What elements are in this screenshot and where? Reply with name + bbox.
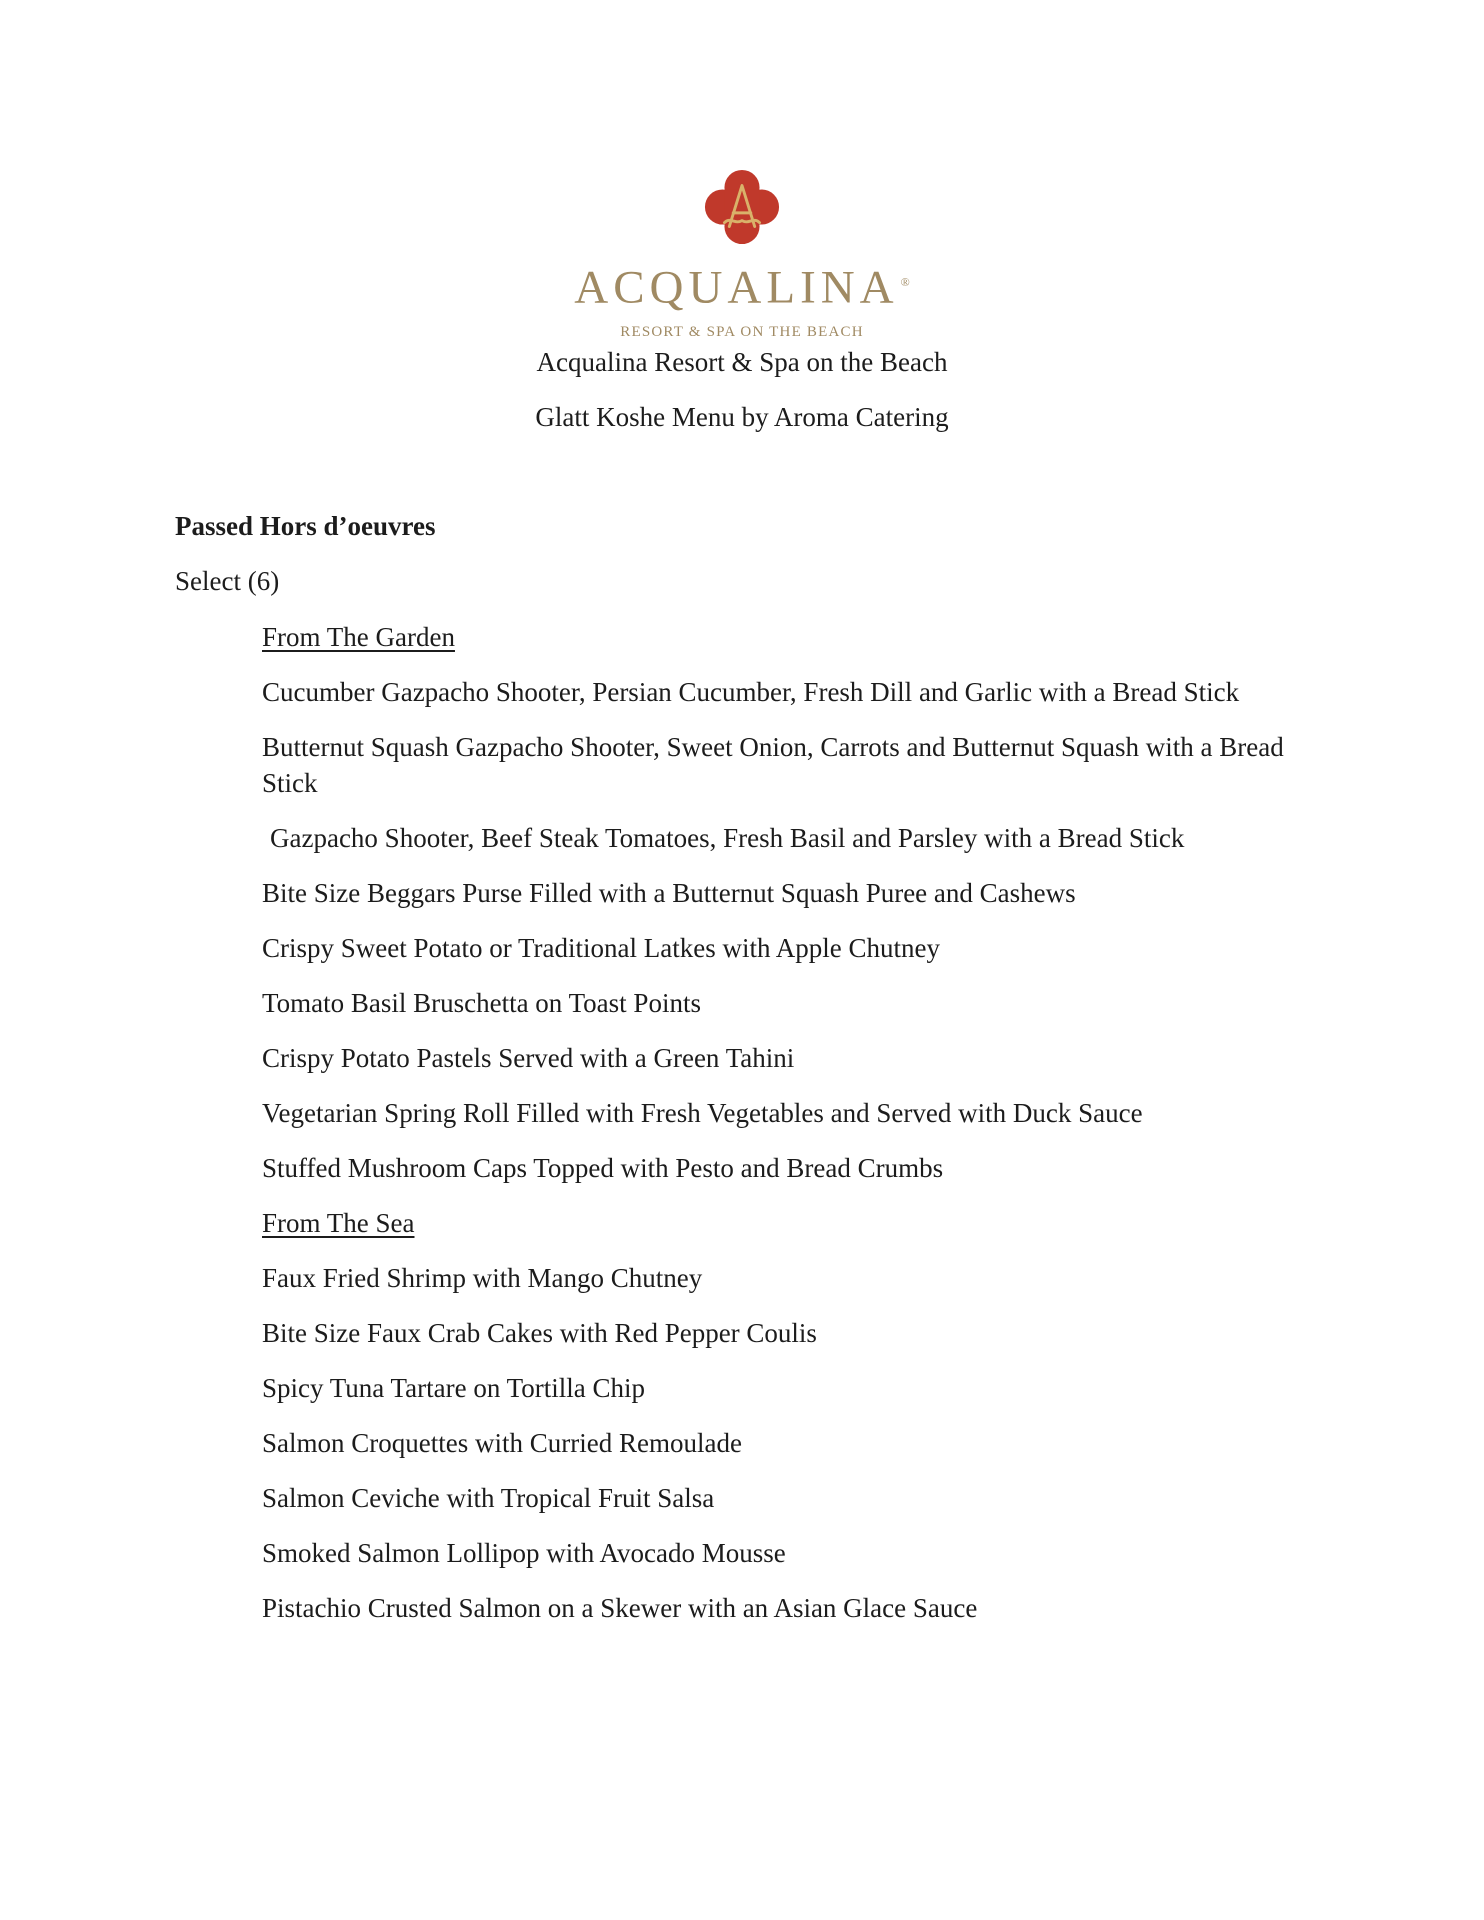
list-item: Crispy Sweet Potato or Traditional Latkes with Apple Chutney bbox=[262, 933, 940, 963]
list-item: Salmon Croquettes with Curried Remoulade bbox=[262, 1428, 742, 1458]
hors-doeuvres-list bbox=[262, 619, 1302, 1645]
resort-name: Acqualina Resort & Spa on the Beach bbox=[536, 347, 948, 377]
list-item: Gazpacho Shooter, Beef Steak Tomatoes, Fresh Basil and Parsley with a Bread Stick bbox=[270, 823, 1185, 853]
menu-title: Glatt Koshe Menu by Aroma Catering bbox=[535, 402, 949, 432]
list-item: Crispy Potato Pastels Served with a Green Tahini bbox=[262, 1043, 795, 1073]
list-item: Spicy Tuna Tartare on Tortilla Chip bbox=[262, 1373, 645, 1403]
logo-wordmark: ACQUALINA ® bbox=[574, 261, 910, 314]
list-item: Butternut Squash Gazpacho Shooter, Sweet Onion, Carrots and Butternut Squash with a Bread Stick bbox=[262, 732, 1284, 798]
list-item: Stuffed Mushroom Caps Topped with Pesto and Bread Crumbs bbox=[262, 1153, 944, 1183]
subheading-garden: From The Garden bbox=[262, 622, 455, 652]
list-item: Cucumber Gazpacho Shooter, Persian Cucumber, Fresh Dill and Garlic with a Bread Stick bbox=[262, 677, 1240, 707]
list-item: Bite Size Faux Crab Cakes with Red Pepper Coulis bbox=[262, 1318, 817, 1348]
list-item: Bite Size Beggars Purse Filled with a Butternut Squash Puree and Cashews bbox=[262, 878, 1076, 908]
list-item: Salmon Ceviche with Tropical Fruit Salsa bbox=[262, 1483, 715, 1513]
logo-tagline: RESORT & SPA ON THE BEACH bbox=[620, 323, 864, 340]
subheading-sea: From The Sea bbox=[262, 1208, 415, 1238]
list-item: Faux Fried Shrimp with Mango Chutney bbox=[262, 1263, 703, 1293]
list-item: Smoked Salmon Lollipop with Avocado Mousse bbox=[262, 1538, 786, 1568]
quatrefoil-a-monogram-icon bbox=[703, 168, 781, 246]
list-item: Tomato Basil Bruschetta on Toast Points bbox=[262, 988, 701, 1018]
acqualina-logo bbox=[0, 168, 1484, 342]
list-item: Pistachio Crusted Salmon on a Skewer with an Asian Glace Sauce bbox=[262, 1593, 978, 1623]
select-count: Select (6) bbox=[175, 566, 280, 596]
section-title: Passed Hors d’oeuvres bbox=[175, 511, 436, 541]
list-item: Vegetarian Spring Roll Filled with Fresh Vegetables and Served with Duck Sauce bbox=[262, 1098, 1143, 1128]
